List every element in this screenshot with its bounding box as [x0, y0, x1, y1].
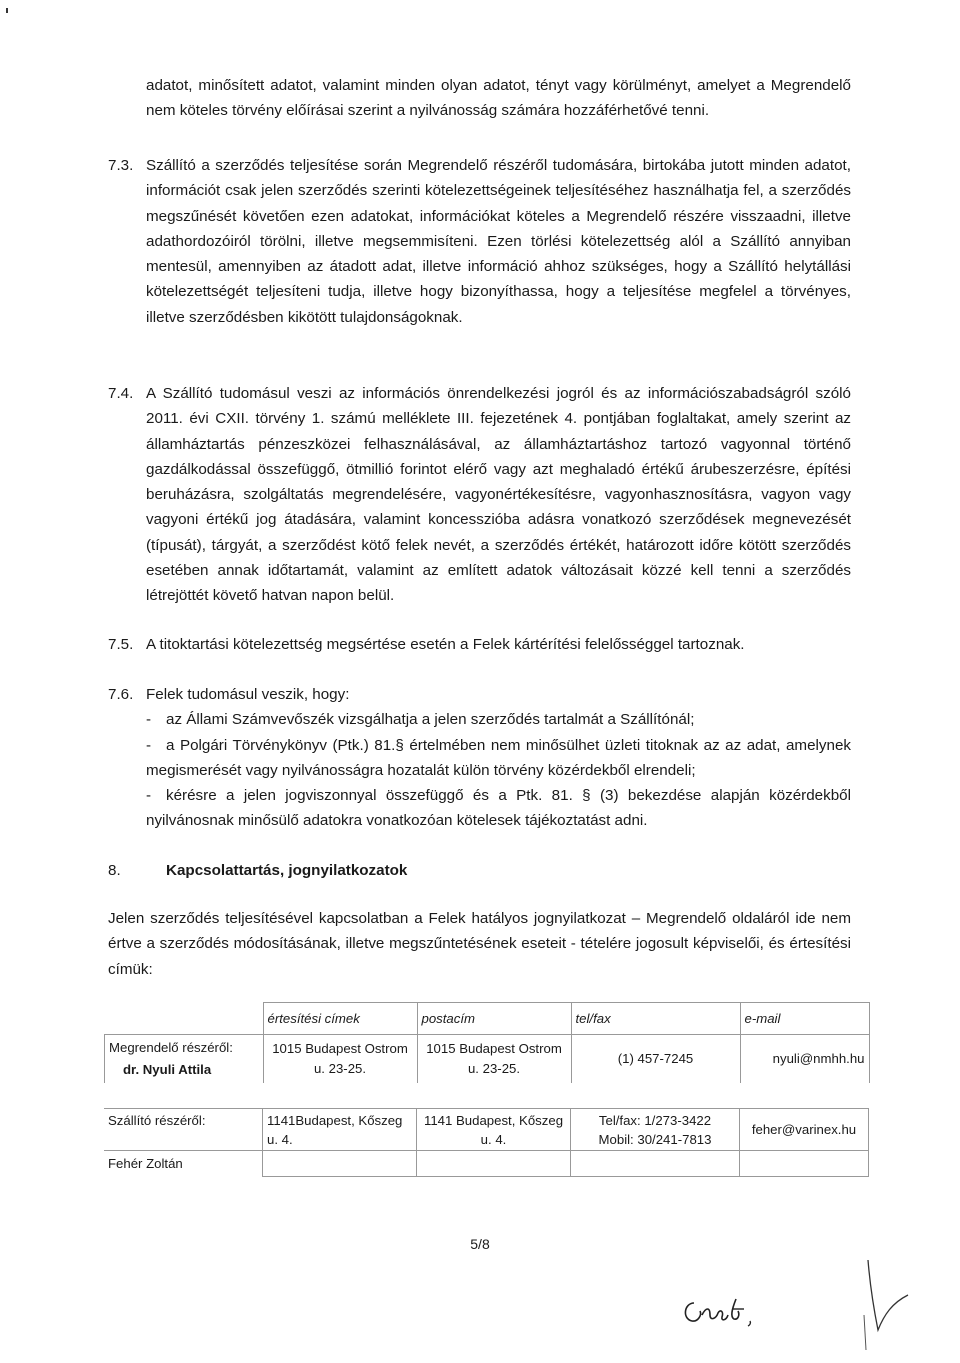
megrendelo-tel: (1) 457-7245 [571, 1035, 740, 1083]
header-postacim: postacím [417, 1003, 571, 1035]
scan-mark [6, 8, 8, 13]
list-item: - kérésre a jelen jogviszonnyal összefüggő és a Ptk. 81. § (3) bekezdése alapján közérdekből nyilvánosnak minősülő adatokra vonatkozóan kötelesek tájékoztatást adni. [146, 787, 851, 830]
section-8-number: 8. [108, 862, 121, 879]
megrendelo-label: Megrendelő részéről: [109, 1039, 233, 1055]
signature-icon [680, 1285, 760, 1335]
megrendelo-email: nyuli@nmhh.hu [740, 1035, 869, 1083]
szallito-email: feher@varinex.hu [740, 1109, 869, 1151]
section-7-5-number: 7.5. [108, 636, 134, 653]
list-item: - az Állami Számvevőszék vizsgálhatja a jelen szerződés tartalmát a Szállítónál; [146, 711, 695, 728]
section-7-5-text: A titoktartási kötelezettség megsértése esetén a Felek kártérítési felelősséggel tartoznak. [146, 636, 745, 653]
section-8-text: Jelen szerződés teljesítésével kapcsolatban a Felek hatályos jognyilatkozat – Megrendelő oldaláról ide nem értve a szerződés módosításának, illetve megszűntetésének eseteit - tételére jogosult képviselői, és értesítési címük: [108, 910, 851, 978]
megrendelo-name: dr. Nyuli Attila [123, 1061, 212, 1077]
contacts-table-szallito [104, 1108, 869, 1177]
section-8-heading [108, 858, 407, 883]
section-7-3-number: 7.3. [108, 157, 134, 174]
section-7-4-text: A Szállító tudomásul veszi az információs önrendelkezési jogról és az információszabadságról szóló 2011. évi CXII. törvény 1. számú melléklete III. fejezetének 4. pontjában foglaltakat, amely szerint az államháztartás pénzeszközei felhasználásával, az államháztartáshoz tartozó vagyonnal történő gazdálkodással összefüggő, ötmillió forintot elérő vagy azt meghaladó értékű árubeszerzésre, építési beruházásra, szolgáltatás megrendelésére, vagyonértékesítésre, vagyonhasznosításra, vagyon vagy vagyoni értékű jog átadására, valamint koncesszióba adásra vonatkozó szerződések megnevezését (típusát), tárgyát, a szerződést kötő felek nevét, a szerződés értékét, határozott időre kötött szerződés esetében annak időtartamát, valamint az említett adatok változásait közzé kell tenni a szerződés létrejöttét követő hatvan napon belül. [146, 385, 851, 605]
szallito-postal-cell: 1141 Budapest, Kőszeg u. 4. [417, 1109, 571, 1151]
szallito-label: Szállító részéről: [104, 1109, 263, 1151]
megrendelo-postal-cell: 1015 Budapest Ostrom u. 23-25. [417, 1035, 571, 1083]
megrendelo-address-cell: 1015 Budapest Ostrom u. 23-25. [263, 1035, 417, 1083]
contacts-table-megrendelo [104, 1002, 870, 1083]
megrendelo-label-cell [105, 1035, 264, 1083]
initial-mark-icon [860, 1255, 920, 1355]
section-8-title: Kapcsolattartás, jognyilatkozatok [166, 862, 408, 879]
header-ertesitesi-cimek: értesítési címek [263, 1003, 417, 1035]
section-7-6-text: Felek tudomásul veszik, hogy: [146, 686, 350, 703]
szallito-address-cell: 1141Budapest, Kőszeg u. 4. [263, 1109, 417, 1151]
section-7-4-number: 7.4. [108, 385, 134, 402]
header-tel-fax: tel/fax [571, 1003, 740, 1035]
section-7-3-text: Szállító a szerződés teljesítése során Megrendelő részéről tudomására, birtokába jutott minden adatot, információt csak jelen szerződés szerinti kötelezettségeinek teljesítéséhez használhatja fel, a szerződés megszűnését követően ezen adatokat, információkat köteles a Megrendelő részére visszaadni, illetve adathordozóiról törölni, illetve megsemmisíteni. Ezen törlési kötelezettség alól a Szállító annyiban mentesül, amennyiben az átadott adat, illetve információ ahhoz szükséges, hogy a Szállító helytállási kötelezettségét teljesíteni tudja, illetve hogy bizonyíthassa, hogy a teljesítése megfelel a törvényes, illetve szerződésben kikötött tulajdonságoknak. [146, 157, 851, 326]
szallito-tel-cell: Tel/fax: 1/273-3422 Mobil: 30/241-7813 [571, 1109, 740, 1151]
list-item: - a Polgári Törvénykönyv (Ptk.) 81.§ értelmében nem minősülhet üzleti titoknak az az adat, amelynek megismerését vagy nyilvánosságra hozatalát külön törvény közérdekből elrendeli; [146, 737, 851, 780]
szallito-name: Fehér Zoltán [104, 1151, 263, 1177]
page-number: 5/8 [470, 1236, 490, 1252]
section-7-6-number: 7.6. [108, 686, 134, 703]
intro-paragraph: adatot, minősített adatot, valamint minden olyan adatot, tényt vagy körülményt, amelyet a Megrendelő nem köteles törvény előírásai szerint a nyilvánosság számára hozzáférhetővé tenni. [146, 77, 851, 120]
header-email: e-mail [740, 1003, 869, 1035]
